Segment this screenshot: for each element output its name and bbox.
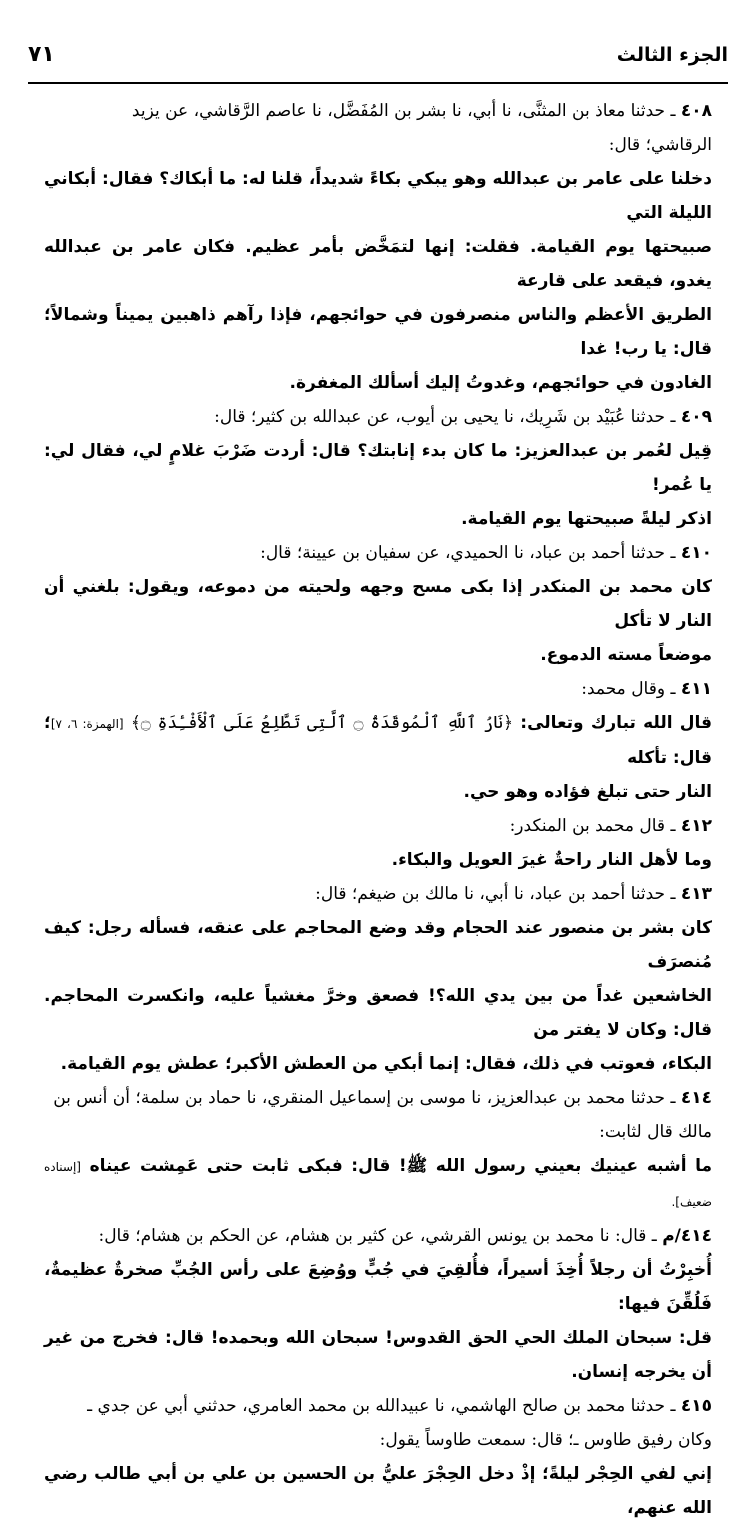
hadith-text-line: ما أشبه عينيك بعيني رسول الله ﷺ! قال: فبكى ثابت حتى عَمِشت عيناه [إسناده ضعيف]. — [44, 1156, 712, 1209]
quran-reference: [الهمزة: ٦، ٧] — [50, 717, 124, 731]
hadith-text-line: الطريق الأعظم والناس منصرفون في حوائجهم، فإذا رآهم ذاهبين يميناً وشمالاً؛ قال: يا رب! غدا — [44, 305, 712, 359]
hadith-isnad: ٤١٤ ـ حدثنا محمد بن عبدالعزيز، نا موسى بن إسماعيل المنقري، نا حماد بن سلمة؛ أن أنس بن — [53, 1088, 712, 1108]
hadith-text-line: صبيحتها يوم القيامة. فقلت: إنها لتمَخَّض بأمر عظيم. فكان عامر بن عبدالله يغدو، فيقعد على قارعة — [44, 237, 712, 291]
hadith-text-line: قِيل لعُمر بن عبدالعزيز: ما كان بدء إنابتك؟ قال: أردت ضَرْبَ غلامٍ لي، فقال لي: يا عُمر! — [44, 441, 712, 495]
hadith-text-line: الخاشعين غداً من بين يدي الله؟! فصعق وخرَّ مغشياً عليه، وانكسرت المحاجم. قال: وكان لا يفتر من — [44, 986, 712, 1040]
hadith-text-line: قال الله تبارك وتعالى: ﴿نَارُ ٱللَّهِ ٱلْمُوقَدَةُ ۝ ٱلَّتِى تَطَّلِعُ عَلَى ٱلْأَفْـِٔدَةِ ۝﴾ [الهمزة: ٦، ٧]؛ قال: تأكله — [44, 713, 713, 768]
hadith-text-line: دخلنا على عامر بن عبدالله وهو يبكي بكاءً شديداً، قلنا له: ما أبكاك؟ فقال: أبكاني الليلة التي — [44, 169, 712, 223]
hadith-isnad-cont: الرقاشي؛ قال: — [608, 135, 712, 155]
hadith-number: ٤٠٨ — [680, 101, 712, 121]
hadith-text-line: النار حتى تبلغ فؤاده وهو حي. — [463, 782, 712, 802]
page-header — [28, 38, 728, 78]
hadith-number: ٤١٤ — [680, 1088, 712, 1108]
hadith-text-line: كان بشر بن منصور عند الحجام وقد وضع المحاجم على عنقه، فسأله رجل: كيف مُنصرَف — [44, 918, 712, 972]
running-title: الجزء الثالث — [616, 44, 728, 66]
hadith-text-line: إني لفي الحِجْر ليلةً؛ إذْ دخل الحِجْرَ عليُّ بن الحسين بن علي بن أبي طالب رضي الله عنهم، — [44, 1464, 712, 1518]
header-rule — [28, 82, 728, 84]
hadith-text-line: قل: سبحان الملك الحي الحق القدوس! سبحان الله وبحمده! قال: فخرج من غير أن يخرجه إنسان. — [44, 1328, 712, 1382]
hadith-isnad-cont: وكان رفيق طاوس ـ؛ قال: سمعت طاوساً يقول: — [379, 1430, 712, 1450]
hadith-text-line: موضعاً مسته الدموع. — [540, 645, 712, 665]
hadith-text-line: الغادون في حوائجهم، وغدوتُ إليك أسألك المغفرة. — [289, 373, 712, 393]
hadith-text-line: كان محمد بن المنكدر إذا بكى مسح وجهه ولحيته من دموعه، ويقول: بلغني أن النار لا تأكل — [44, 577, 712, 631]
quran-verse: ﴿نَارُ ٱللَّهِ ٱلْمُوقَدَةُ ۝ ٱلَّتِى تَطَّلِعُ عَلَى ٱلْأَفْـِٔدَةِ ۝﴾ — [130, 713, 514, 733]
hadith-text-line: البكاء، فعوتب في ذلك، فقال: إنما أبكي من العطش الأكبر؛ عطش يوم القيامة. — [60, 1054, 712, 1074]
hadith-text-line: اذكر ليلةً صبيحتها يوم القيامة. — [461, 509, 712, 529]
hadith-isnad: ٤١٥ ـ حدثنا محمد بن صالح الهاشمي، نا عبيدالله بن محمد العامري، حدثني أبي عن جدي ـ — [87, 1396, 712, 1416]
page-number: ٧١ — [28, 42, 55, 67]
hadith-isnad-cont: مالك قال لثابت: — [599, 1122, 712, 1142]
hadith-number: ٤١٢ — [680, 816, 712, 836]
hadith-number: ٤١٥ — [680, 1396, 712, 1416]
hadith-isnad: ٤١٣ ـ حدثنا أحمد بن عباد، نا أبي، نا مالك بن ضيغم؛ قال: — [315, 884, 712, 904]
hadith-isnad: ٤١٠ ـ حدثنا أحمد بن عباد، نا الحميدي، عن سفيان بن عيينة؛ قال: — [260, 543, 712, 563]
hadith-isnad: ٤١١ ـ وقال محمد: — [581, 679, 712, 699]
hadith-number: ٤١١ — [680, 679, 712, 699]
hadith-text-line: أُخبِرْتُ أن رجلاً أُخِذَ أسيراً، فأُلقِيَ في جُبٍّ ووُضِعَ على رأس الجُبِّ صخرةٌ عظيمةٌ، فَلُقِّنَ فيها: — [44, 1260, 712, 1314]
hadith-isnad: ٤١٤/م ـ قال: نا محمد بن يونس القرشي، عن كثير بن هشام، عن الحكم بن هشام؛ قال: — [98, 1226, 712, 1246]
hadith-isnad: ٤١٢ ـ قال محمد بن المنكدر: — [509, 816, 712, 836]
page-body — [44, 94, 712, 1525]
hadith-number: ٤١٤/م — [662, 1226, 712, 1246]
hadith-number: ٤١٣ — [680, 884, 712, 904]
hadith-isnad: ٤٠٨ ـ حدثنا معاذ بن المثنَّى، نا أبي، نا بشر بن المُفَضَّل، نا عاصم الرَّقاشي، عن يزيد — [131, 101, 712, 121]
hadith-number: ٤١٠ — [680, 543, 712, 563]
hadith-isnad: ٤٠٩ ـ حدثنا عُبَيْد بن شَرِيك، نا يحيى بن أيوب، عن عبدالله بن كثير؛ قال: — [214, 407, 712, 427]
hadith-number: ٤٠٩ — [680, 407, 712, 427]
hadith-grading: [إسناده ضعيف]. — [44, 1160, 712, 1209]
hadith-text-line: وما لأهل النار راحةٌ غيرَ العويل والبكاء. — [391, 850, 712, 870]
